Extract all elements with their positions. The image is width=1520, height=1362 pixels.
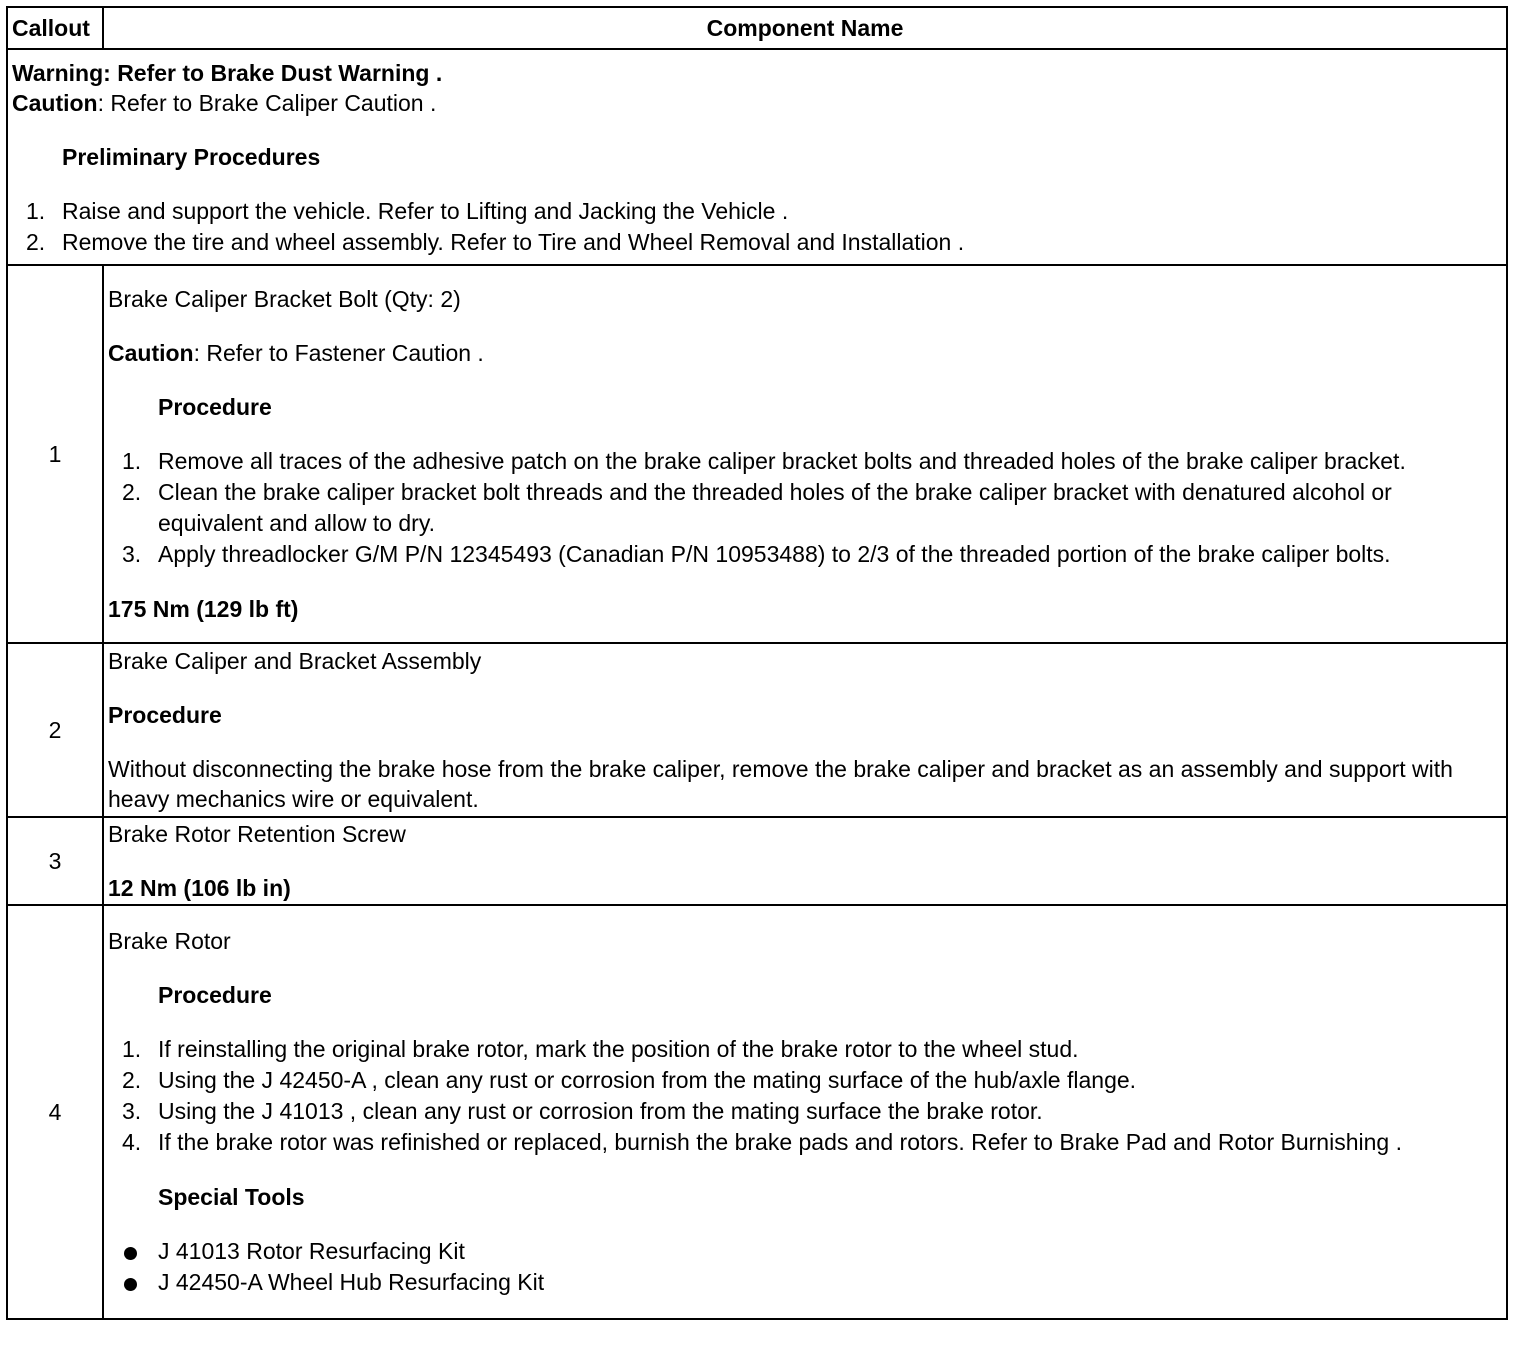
- warning-text: : Refer to Brake Dust Warning .: [103, 60, 443, 86]
- step-text: Remove the tire and wheel assembly. Refer to Tire and Wheel Removal and Installation .: [62, 229, 965, 255]
- list-item: [12, 196, 1502, 227]
- caution-text: : Refer to Brake Caliper Caution .: [97, 90, 437, 116]
- component-cell: [103, 265, 1507, 643]
- procedure-text: Without disconnecting the brake hose from the brake caliper, remove the brake caliper and bracket as an assembly and support with heavy mechanics wire or equivalent.: [108, 756, 1453, 812]
- list-item: [108, 477, 1502, 539]
- list-item: [108, 1034, 1502, 1065]
- step-text: Raise and support the vehicle. Refer to Lifting and Jacking the Vehicle .: [62, 198, 789, 224]
- procedure-heading: Procedure: [158, 394, 272, 420]
- preliminary-steps-list: [12, 196, 1502, 258]
- step-text: Using the J 42450-A , clean any rust or corrosion from the mating surface of the hub/axle flange.: [158, 1067, 1137, 1093]
- step-number: 1.: [26, 198, 46, 224]
- step-text: If the brake rotor was refinished or replaced, burnish the brake pads and rotors. Refer to Brake Pad and Rotor Burnishing .: [158, 1129, 1402, 1155]
- step-number: 1.: [122, 1036, 142, 1062]
- table-row: [7, 817, 1507, 905]
- list-item: [108, 539, 1502, 570]
- intro-cell: [7, 49, 1507, 265]
- component-name-column-header: Component Name: [103, 7, 1507, 49]
- step-number: 4.: [122, 1129, 142, 1155]
- procedure-heading: Procedure: [158, 982, 272, 1008]
- step-number: 3.: [122, 1098, 142, 1124]
- table-row: [7, 643, 1507, 817]
- torque-spec: 12 Nm (106 lb in): [108, 875, 291, 901]
- component-cell: [103, 643, 1507, 817]
- step-number: 2.: [122, 479, 142, 505]
- callout-number: 2: [7, 643, 103, 817]
- component-table: [6, 6, 1508, 1320]
- list-item: [108, 446, 1502, 477]
- list-item: [108, 1236, 1502, 1267]
- list-item: [108, 1065, 1502, 1096]
- caution-text: : Refer to Fastener Caution .: [193, 340, 484, 366]
- step-number: 2.: [26, 229, 46, 255]
- torque-spec: 175 Nm (129 lb ft): [108, 596, 299, 622]
- table-header-row: [7, 7, 1507, 49]
- component-name: Brake Rotor Retention Screw: [108, 821, 406, 847]
- caution-line: [12, 88, 1502, 118]
- preliminary-procedures-heading: Preliminary Procedures: [62, 144, 321, 170]
- caution-line: [108, 338, 1502, 368]
- step-text: Apply threadlocker G/M P/N 12345493 (Canadian P/N 10953488) to 2/3 of the threaded portion of the brake caliper bolts.: [158, 541, 1391, 567]
- intro-row: [7, 49, 1507, 265]
- warning-label: Warning: [12, 60, 104, 86]
- caution-label: Caution: [108, 340, 194, 366]
- procedure-steps-list: [108, 446, 1502, 570]
- step-text: Clean the brake caliper bracket bolt threads and the threaded holes of the brake caliper bracket with denatured alcohol or equivalent and allow to dry.: [158, 479, 1392, 536]
- special-tools-list: [108, 1236, 1502, 1298]
- table-row: [7, 905, 1507, 1319]
- step-number: 1.: [122, 448, 142, 474]
- step-text: If reinstalling the original brake rotor, mark the position of the brake rotor to the wheel stud.: [158, 1036, 1079, 1062]
- warning-line: [12, 58, 1502, 88]
- procedure-steps-list: [108, 1034, 1502, 1158]
- callout-column-header: Callout: [7, 7, 103, 49]
- step-number: 2.: [122, 1067, 142, 1093]
- bullet-icon: [124, 1247, 137, 1260]
- step-text: Using the J 41013 , clean any rust or corrosion from the mating surface the brake rotor.: [158, 1098, 1043, 1124]
- procedure-heading: Procedure: [108, 702, 222, 728]
- component-cell: [103, 817, 1507, 905]
- callout-number: 3: [7, 817, 103, 905]
- callout-number: 1: [7, 265, 103, 643]
- special-tools-heading: Special Tools: [158, 1184, 305, 1210]
- list-item: [108, 1127, 1502, 1158]
- bullet-icon: [124, 1278, 137, 1291]
- component-name: Brake Caliper and Bracket Assembly: [108, 648, 482, 674]
- list-item: [108, 1267, 1502, 1298]
- list-item: [108, 1096, 1502, 1127]
- list-item: [12, 227, 1502, 258]
- tool-name: J 42450-A Wheel Hub Resurfacing Kit: [158, 1269, 545, 1295]
- table-row: [7, 265, 1507, 643]
- step-text: Remove all traces of the adhesive patch on the brake caliper bracket bolts and threaded holes of the brake caliper bracket.: [158, 448, 1406, 474]
- callout-number: 4: [7, 905, 103, 1319]
- step-number: 3.: [122, 541, 142, 567]
- component-cell: [103, 905, 1507, 1319]
- caution-label: Caution: [12, 90, 98, 116]
- tool-name: J 41013 Rotor Resurfacing Kit: [158, 1238, 465, 1264]
- component-name: Brake Caliper Bracket Bolt (Qty: 2): [108, 286, 461, 312]
- component-name: Brake Rotor: [108, 928, 231, 954]
